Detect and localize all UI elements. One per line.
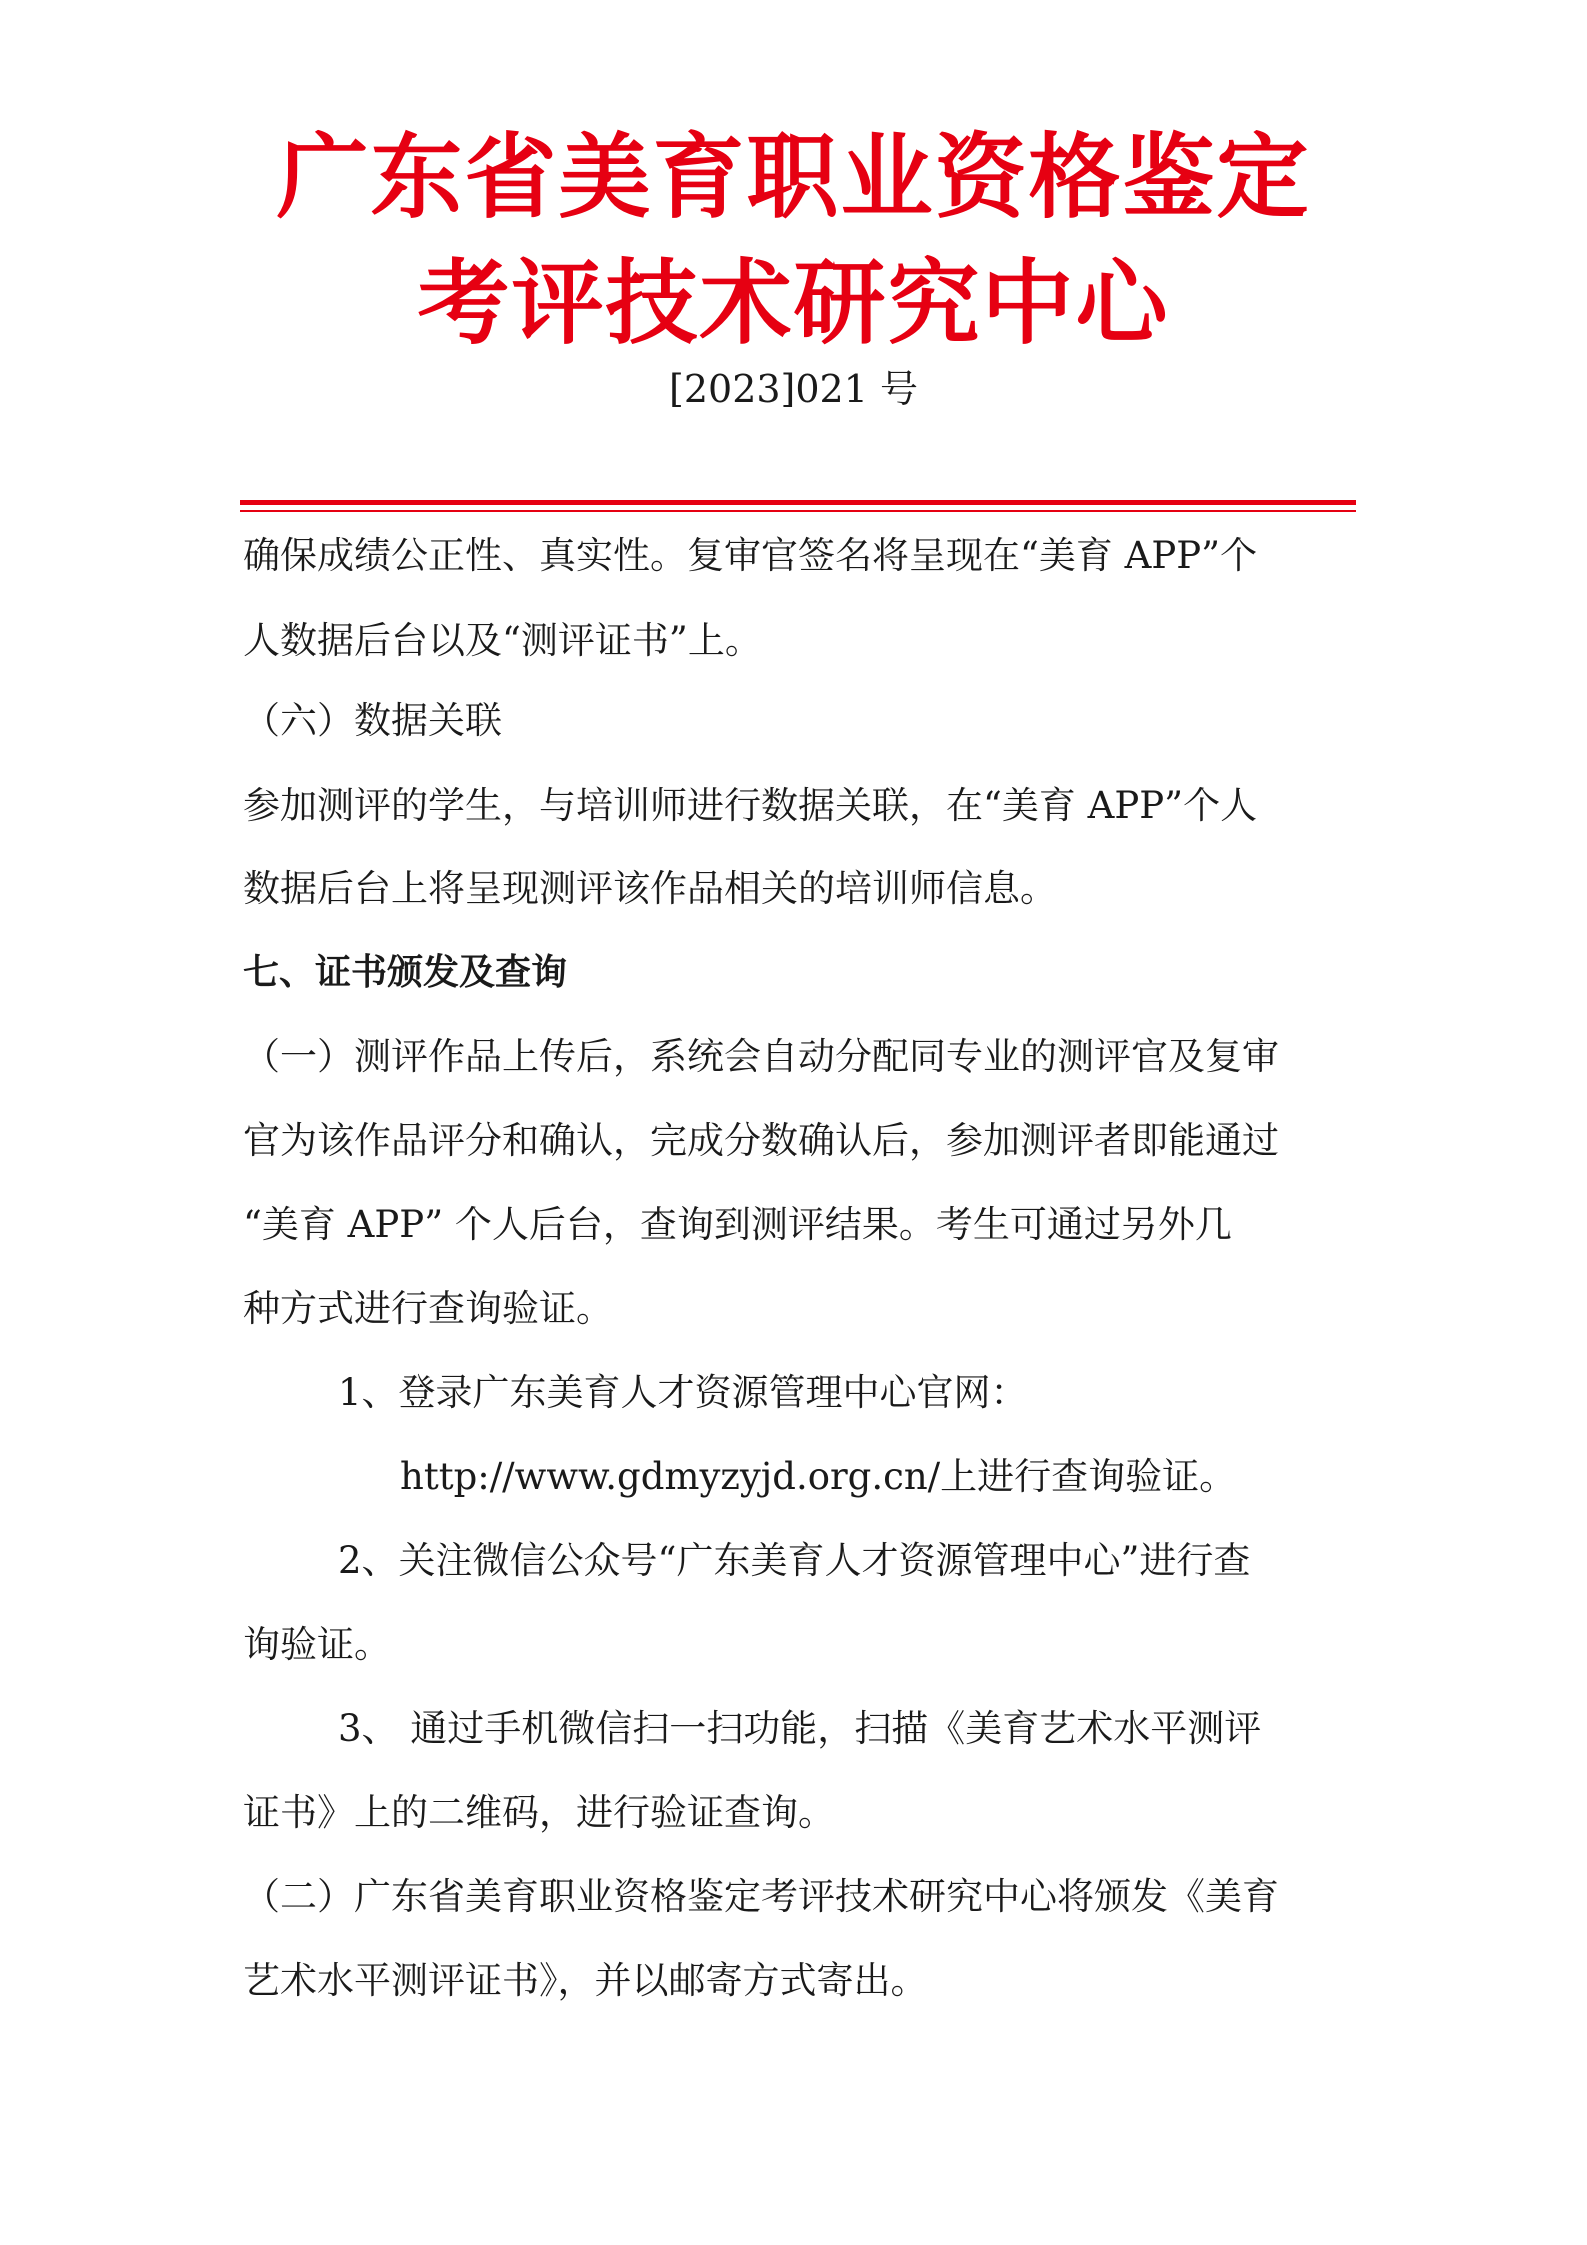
paragraph-line: 官为该作品评分和确认，完成分数确认后，参加测评者即能通过 [243,1119,1279,1162]
paragraph-line: 证书》上的二维码，进行验证查询。 [243,1791,835,1834]
header-divider-thin [240,510,1356,512]
paragraph-line: 艺术水平测评证书》，并以邮寄方式寄出。 [243,1959,928,2002]
paragraph-line: 参加测评的学生，与培训师进行数据关联，在“美育 APP”个人 [243,784,1258,827]
header-title-line2: 考评技术研究中心 [417,250,1170,357]
paragraph-line: 确保成绩公正性、真实性。复审官签名将呈现在“美育 APP”个 [243,534,1258,577]
website-url: http://www.gdmyzyjd.org.cn/上进行查询验证。 [400,1455,1237,1498]
list-item-qrcode: 3、 通过手机微信扫一扫功能，扫描《美育艺术水平测评 [338,1707,1262,1750]
paragraph-line: 人数据后台以及“测评证书”上。 [243,619,762,662]
paragraph-line: 询验证。 [243,1623,391,1666]
list-item-website: 1、登录广东美育人才资源管理中心官网： [338,1371,1028,1414]
paragraph-line: 数据后台上将呈现测评该作品相关的培训师信息。 [243,867,1057,910]
header-title-line1: 广东省美育职业资格鉴定 [276,124,1311,231]
section-heading-certificate: 七、证书颁发及查询 [243,952,568,993]
list-item-wechat: 2、关注微信公众号“广东美育人才资源管理中心”进行查 [338,1539,1251,1582]
section-heading-data-link: （六）数据关联 [243,699,502,742]
paragraph-line: （一）测评作品上传后，系统会自动分配同专业的测评官及复审 [243,1035,1279,1078]
document-number: [2023]021 号 [669,367,918,411]
paragraph-line: 种方式进行查询验证。 [243,1287,613,1330]
paragraph-line: （二）广东省美育职业资格鉴定考评技术研究中心将颁发《美育 [243,1875,1279,1918]
paragraph-line: “美育 APP” 个人后台，查询到测评结果。考生可通过另外几 [243,1203,1232,1246]
header-divider-thick [240,500,1356,505]
